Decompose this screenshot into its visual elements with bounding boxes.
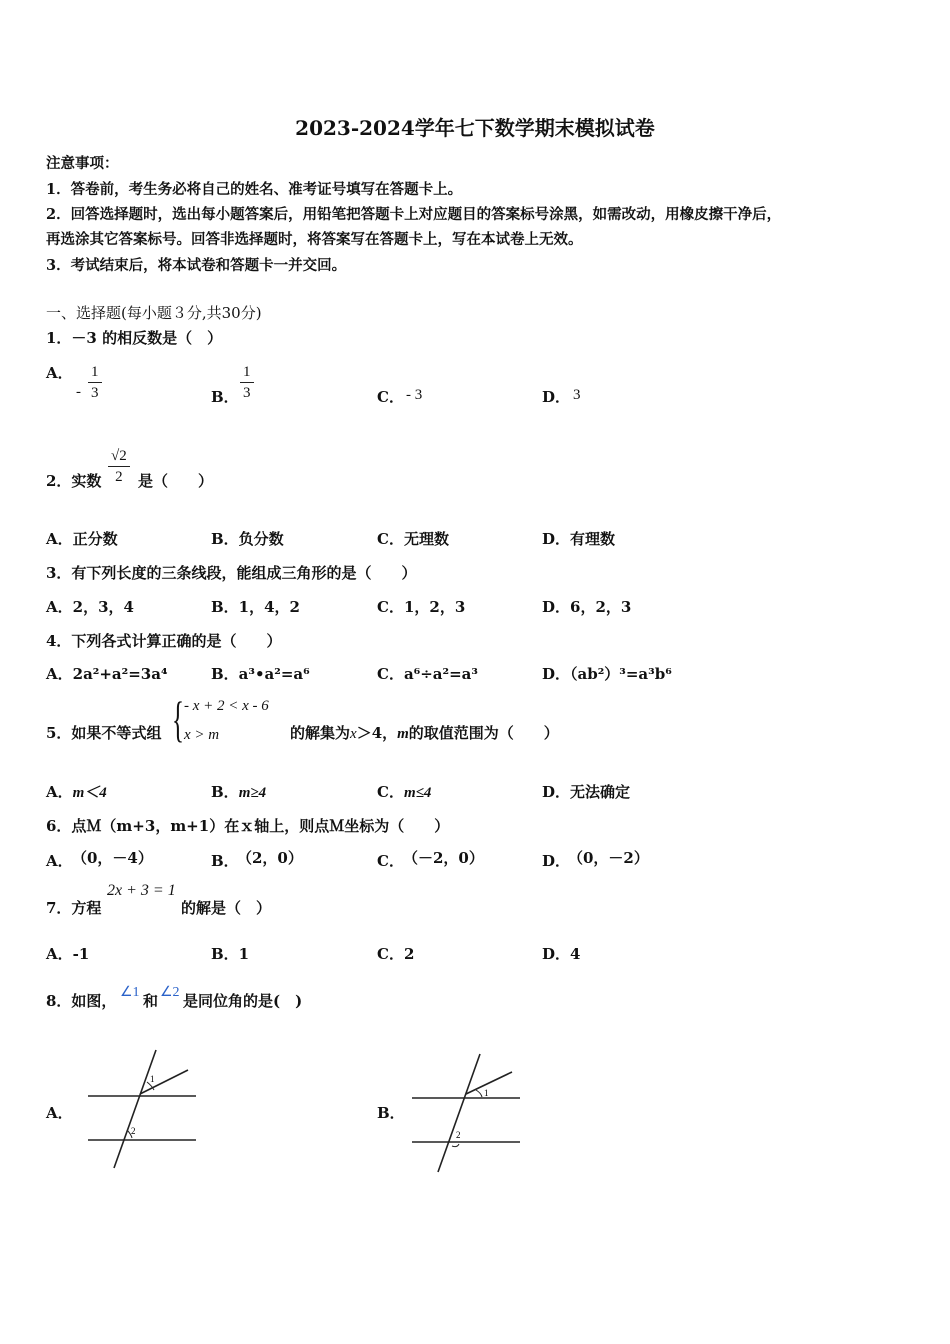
q2-option-b: B．负分数 [211, 530, 284, 548]
q3-option-b: B．1，4，2 [211, 598, 300, 616]
q8-figure-a [84, 1046, 202, 1172]
option-value: m≤4 [403, 785, 432, 801]
option-label: A． [46, 364, 73, 382]
q2-option-c: C．无理数 [377, 530, 449, 548]
q5-suffix: 的取值范围为（ ） [408, 724, 559, 742]
q8-angle-1: ∠1 [120, 985, 140, 1000]
page-title: 2023-2024学年七下数学期末模拟试卷 [295, 116, 655, 140]
q1-option-b-fraction [238, 362, 256, 403]
fraction-numerator: 1 [88, 362, 102, 383]
q5-inequality-1: - x + 2 < x - 6 [184, 698, 269, 714]
q8-prefix: 8．如图， [46, 992, 117, 1010]
q1-option-b-label: B． [211, 388, 239, 406]
q1-option-c-value: - 3 [406, 387, 423, 403]
q8-suffix: 是同位角的是( ) [183, 992, 303, 1010]
q5-prefix: 5．如果不等式组 [46, 724, 162, 742]
q7-option-d: D．4 [542, 945, 581, 963]
notes-item-1: 1．答卷前，考生务必将自己的姓名、准考证号填写在答题卡上。 [46, 181, 463, 198]
q6-option-b-value: （2，0） [237, 849, 303, 867]
q8-mid: 和 [143, 992, 159, 1010]
q7-option-a: A．-1 [46, 945, 90, 963]
q8-option-a-label: A． [46, 1104, 73, 1122]
q6-option-a-value: （0，－4） [72, 849, 153, 867]
question-1-stem: 1．－3 的相反数是（ ） [46, 329, 223, 347]
q5-mid2: ＞4， [356, 724, 398, 742]
q2-prefix: 2．实数 [46, 472, 102, 490]
option-label: A． [46, 783, 73, 801]
q1-option-a-sign: - [76, 384, 81, 400]
q5-option-a [46, 781, 107, 802]
q6-option-b-label: B． [211, 852, 239, 870]
question-4-stem: 4．下列各式计算正确的是（ ） [46, 632, 282, 650]
q1-option-a [46, 362, 73, 383]
angle-label-2: 2 [131, 1126, 136, 1136]
q4-option-b: B．a³•a²=a⁶ [211, 665, 310, 683]
q3-option-a: A．2，3，4 [46, 598, 134, 616]
angle-label-1: 1 [150, 1074, 155, 1084]
transversal-line [438, 1054, 480, 1172]
q3-option-d: D．6，2，3 [542, 598, 632, 616]
q8-angle-2: ∠2 [160, 985, 180, 1000]
option-value: m≥4 [238, 785, 267, 801]
q5-option-b [211, 781, 266, 802]
angle-label-2: 2 [456, 1130, 461, 1140]
angle-arc [476, 1090, 482, 1097]
q2-suffix: 是（ ） [138, 472, 214, 490]
fraction-numerator: 1 [240, 362, 254, 383]
q5-option-c [377, 781, 431, 802]
fraction-numerator: √2 [108, 446, 130, 467]
q5-mid-text [290, 722, 559, 743]
notes-item-3: 3．考试结束后，将本试卷和答题卡一并交回。 [46, 257, 347, 274]
notes-item-2: 2．回答选择题时，选出每小题答案后，用铅笔把答题卡上对应题目的答案标号涂黑，如需改动，用橡皮擦干净后， [46, 206, 782, 223]
section-heading: 一、选择题(每小题３分,共30分) [46, 304, 262, 322]
q6-option-a-label: A． [46, 852, 73, 870]
question-3-stem: 3．有下列长度的三条线段，能组成三角形的是（ ） [46, 564, 417, 582]
q1-option-a-fraction [86, 362, 104, 403]
q6-option-d-label: D． [542, 852, 571, 870]
q1-option-d-label: D． [542, 388, 571, 406]
q4-option-d: D．（ab²）³=a³b⁶ [542, 665, 672, 683]
q7-option-b: B．1 [211, 945, 250, 963]
q6-option-c-label: C． [377, 852, 404, 870]
q7-prefix: 7．方程 [46, 899, 102, 917]
q6-option-d-value: （0，－2） [568, 849, 649, 867]
q8-option-b-label: B． [377, 1104, 405, 1122]
q5-mid1: 的解集为 [290, 724, 351, 742]
q5-var-x: x [350, 726, 357, 742]
q2-option-a: A．正分数 [46, 530, 118, 548]
q7-suffix: 的解是（ ） [181, 899, 272, 917]
question-6-stem: 6．点Ｍ（m+3，m+1）在ｘ轴上，则点Ｍ坐标为（ ） [46, 817, 450, 835]
transversal-line [114, 1050, 156, 1168]
option-value: m＜4 [72, 785, 107, 801]
q2-option-d: D．有理数 [542, 530, 616, 548]
fraction-denominator: 3 [91, 385, 99, 401]
q7-equation: 2x + 3 = 1 [107, 882, 176, 899]
q1-option-c-label: C． [377, 388, 404, 406]
q1-option-d-value: 3 [573, 387, 581, 403]
q4-option-c: C．a⁶÷a²=a³ [377, 665, 478, 683]
brace-icon: { [172, 691, 184, 747]
notes-item-2-cont: 再选涂其它答案标号。回答非选择题时，将答案写在答题卡上，写在本试卷上无效。 [46, 231, 583, 248]
q2-fraction [106, 446, 132, 487]
option-label: C． [377, 783, 404, 801]
angle-label-1: 1 [484, 1088, 489, 1098]
q5-option-d: D．无法确定 [542, 783, 631, 801]
q6-option-c-value: （－2，0） [403, 849, 484, 867]
q3-option-c: C．1，2，3 [377, 598, 466, 616]
fraction-denominator: 2 [115, 469, 123, 485]
q8-figure-b [408, 1050, 526, 1176]
option-label: B． [211, 783, 239, 801]
q7-option-c: C．2 [377, 945, 415, 963]
notes-heading: 注意事项： [46, 155, 119, 172]
q5-inequality-2: x > m [184, 727, 220, 743]
q5-var-m: m [397, 726, 409, 742]
angle-arc [452, 1144, 459, 1147]
fraction-denominator: 3 [243, 385, 251, 401]
q4-option-a: A．2a²+a²=3a⁴ [46, 665, 168, 683]
